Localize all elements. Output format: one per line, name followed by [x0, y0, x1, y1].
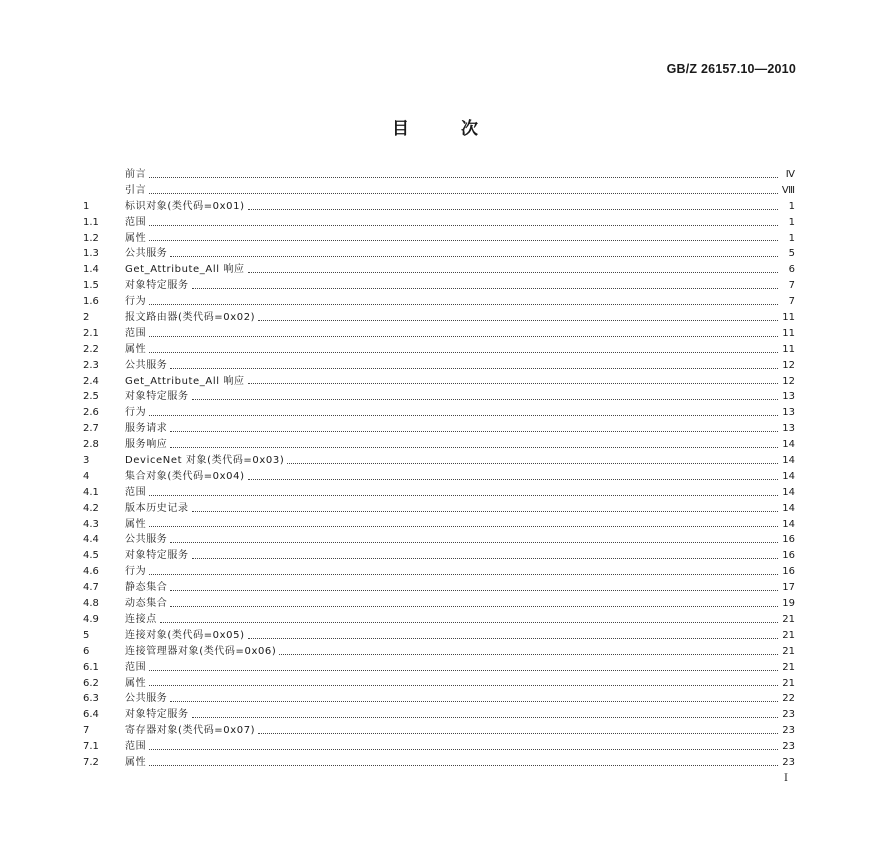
toc-entry-title: 前言: [125, 169, 147, 180]
toc-entry-title: 对象特定服务: [125, 550, 189, 562]
toc-entry-page: 7: [788, 296, 795, 308]
toc-dot-leader: [149, 574, 778, 575]
toc-entry-title: Get_Attribute_All 响应: [125, 375, 245, 387]
toc-entry[interactable]: [83, 165, 795, 181]
toc-entry-page: 1: [788, 200, 795, 212]
toc-entry[interactable]: [83, 276, 795, 292]
toc-entry-number: 2.1: [83, 327, 99, 339]
toc-entry-page: 7: [788, 280, 795, 292]
toc-entry-page: 11: [782, 327, 795, 339]
toc-entry-title: 报文路由器(类代码=0x02): [125, 312, 256, 324]
toc-entry[interactable]: [83, 372, 795, 388]
toc-entry-title: 范围: [125, 486, 147, 498]
toc-entry-page: 21: [782, 677, 795, 689]
toc-entry[interactable]: [83, 451, 795, 467]
toc-entry-page: 22: [782, 693, 795, 705]
toc-entry-number: 4.6: [83, 566, 99, 578]
toc-dot-leader: [149, 495, 778, 496]
toc-entry-title: 静态集合: [125, 582, 168, 594]
toc-entry-number: 4: [83, 470, 90, 482]
page-number: I: [784, 773, 788, 784]
toc-entry[interactable]: [83, 658, 795, 674]
toc-entry-number: 6.1: [83, 661, 99, 673]
toc-entry[interactable]: [83, 705, 795, 721]
toc-entry-title: 连接管理器对象(类代码=0x06): [125, 645, 277, 657]
toc-entry-title: 对象特定服务: [125, 280, 189, 292]
toc-dot-leader: [149, 240, 778, 241]
toc-entry-title: 行为: [125, 566, 147, 578]
toc-entry[interactable]: [83, 674, 795, 690]
toc-entry-number: 2.5: [83, 391, 99, 403]
toc-entry-title: 服务响应: [125, 439, 168, 451]
toc-entry-title: 对象特定服务: [125, 709, 189, 721]
toc-entry-title: 公共服务: [125, 248, 168, 260]
toc-entry-title: 属性: [125, 518, 147, 530]
toc-entry-number: 7: [83, 725, 90, 737]
toc-entry[interactable]: [83, 260, 795, 276]
toc-entry[interactable]: [83, 737, 795, 753]
toc-dot-leader: [149, 415, 778, 416]
toc-entry[interactable]: [83, 689, 795, 705]
toc-entry[interactable]: [83, 721, 795, 737]
toc-entry-page: 13: [782, 407, 795, 419]
toc-entry[interactable]: [83, 308, 795, 324]
toc-entry-title: 行为: [125, 296, 147, 308]
toc-dot-leader: [279, 654, 778, 655]
toc-entry-title: Get_Attribute_All 响应: [125, 264, 245, 276]
toc-entry-number: 6.4: [83, 709, 99, 721]
toc-dot-leader: [192, 511, 778, 512]
toc-entry[interactable]: [83, 562, 795, 578]
toc-dot-leader: [149, 225, 778, 226]
toc-dot-leader: [248, 383, 778, 384]
toc-entry-number: 4.1: [83, 486, 99, 498]
toc-entry-title: 动态集合: [125, 598, 168, 610]
toc-dot-leader: [149, 749, 778, 750]
toc-entry[interactable]: [83, 642, 795, 658]
toc-entry-page: 12: [782, 359, 795, 371]
toc-dot-leader: [248, 638, 778, 639]
toc-entry-page: 14: [782, 486, 795, 498]
toc-entry-page: 16: [782, 534, 795, 546]
toc-entry-title: 连接对象(类代码=0x05): [125, 629, 245, 641]
toc-entry[interactable]: [83, 546, 795, 562]
toc-entry-number: 1.6: [83, 296, 99, 308]
toc-entry-page: 16: [782, 550, 795, 562]
toc-dot-leader: [170, 447, 778, 448]
toc-dot-leader: [149, 526, 778, 527]
toc-entry-page: 14: [782, 455, 795, 467]
toc-entry[interactable]: [83, 515, 795, 531]
toc-dot-leader: [149, 765, 778, 766]
toc-dot-leader: [170, 701, 778, 702]
toc-entry-title: 集合对象(类代码=0x04): [125, 470, 245, 482]
toc-entry-title: DeviceNet 对象(类代码=0x03): [125, 455, 285, 467]
toc-entry-number: 1: [83, 200, 90, 212]
toc-entry-page: 5: [788, 248, 795, 260]
toc-entry-page: 21: [782, 613, 795, 625]
toc-dot-leader: [149, 304, 778, 305]
toc-entry-page: 11: [782, 343, 795, 355]
toc-entry[interactable]: [83, 324, 795, 340]
toc-entry-page: 21: [782, 629, 795, 641]
toc-entry-title: 标识对象(类代码=0x01): [125, 200, 245, 212]
toc-entry-title: 属性: [125, 343, 147, 355]
toc-entry-number: 2.8: [83, 439, 99, 451]
toc-entry[interactable]: [83, 292, 795, 308]
toc-entry-page: 1: [788, 232, 795, 244]
toc-entry-page: Ⅷ: [781, 184, 795, 196]
toc-entry-title: 属性: [125, 232, 147, 244]
toc-dot-leader: [248, 272, 778, 273]
toc-entry-number: 7.1: [83, 741, 99, 753]
toc-entry-page: 11: [782, 312, 795, 324]
toc-dot-leader: [170, 542, 778, 543]
toc-dot-leader: [192, 717, 778, 718]
toc-dot-leader: [170, 606, 778, 607]
toc-dot-leader: [149, 336, 778, 337]
toc-entry-page: 14: [782, 502, 795, 514]
toc-entry-number: 4.3: [83, 518, 99, 530]
toc-entry-title: 属性: [125, 756, 147, 768]
toc-entry-number: 4.7: [83, 582, 99, 594]
toc-dot-leader: [192, 558, 778, 559]
toc-entry[interactable]: [83, 594, 795, 610]
toc-dot-leader: [149, 670, 778, 671]
toc-entry-page: 12: [782, 375, 795, 387]
toc-entry-number: 3: [83, 455, 90, 467]
toc-entry-title: 属性: [125, 677, 147, 689]
toc-entry[interactable]: [83, 197, 795, 213]
toc-entry-title: 对象特定服务: [125, 391, 189, 403]
toc-entry-title: 范围: [125, 327, 147, 339]
toc-entry-page: 21: [782, 661, 795, 673]
toc-entry-page: 23: [782, 756, 795, 768]
toc-entry-number: 5: [83, 629, 90, 641]
toc-entry-title: 服务请求: [125, 423, 168, 435]
toc-entry[interactable]: [83, 578, 795, 594]
toc-entry[interactable]: [83, 530, 795, 546]
toc-entry-page: 1: [788, 216, 795, 228]
toc-entry[interactable]: [83, 356, 795, 372]
toc-dot-leader: [149, 193, 778, 194]
toc-entry-page: 6: [788, 264, 795, 276]
toc-entry[interactable]: [83, 467, 795, 483]
toc-dot-leader: [170, 431, 778, 432]
toc-entry[interactable]: [83, 181, 795, 197]
toc-dot-leader: [258, 320, 778, 321]
toc-entry-title: 范围: [125, 661, 147, 673]
toc-entry[interactable]: [83, 753, 795, 769]
toc-dot-leader: [248, 209, 778, 210]
toc-entry-number: 2.4: [83, 375, 99, 387]
toc-entry-title: 范围: [125, 741, 147, 753]
toc-entry-page: 16: [782, 566, 795, 578]
toc-entry-number: 1.3: [83, 248, 99, 260]
toc-entry[interactable]: [83, 610, 795, 626]
toc-entry-title: 引言: [125, 184, 147, 196]
toc-entry-number: 4.8: [83, 598, 99, 610]
toc-entry-page: 14: [782, 470, 795, 482]
toc-entry-title: 公共服务: [125, 693, 168, 705]
toc-dot-leader: [192, 399, 778, 400]
toc-dot-leader: [258, 733, 778, 734]
toc-dot-leader: [248, 479, 778, 480]
toc-dot-leader: [170, 256, 778, 257]
toc-entry-number: 1.1: [83, 216, 99, 228]
toc-entry-number: 2.6: [83, 407, 99, 419]
toc-entry-page: 13: [782, 423, 795, 435]
toc-entry[interactable]: [83, 435, 795, 451]
toc-entry-title: 连接点: [125, 613, 157, 625]
toc-entry[interactable]: [83, 244, 795, 260]
toc-entry-page: 21: [782, 645, 795, 657]
toc-entry[interactable]: [83, 213, 795, 229]
page-title: 目次: [392, 119, 530, 139]
toc-dot-leader: [170, 590, 778, 591]
toc-entry-number: 2.2: [83, 343, 99, 355]
toc-entry-page: 14: [782, 439, 795, 451]
standard-number: GB/Z 26157.10—2010: [666, 62, 796, 76]
toc-entry-number: 7.2: [83, 756, 99, 768]
toc-entry-page: 23: [782, 741, 795, 753]
toc-entry-title: 范围: [125, 216, 147, 228]
table-of-contents: [83, 165, 795, 769]
toc-entry-page: 14: [782, 518, 795, 530]
toc-entry-title: 寄存器对象(类代码=0x07): [125, 725, 256, 737]
toc-entry-page: 17: [782, 582, 795, 594]
toc-entry-title: 版本历史记录: [125, 502, 189, 514]
toc-entry-page: 23: [782, 725, 795, 737]
toc-dot-leader: [192, 288, 778, 289]
toc-entry-number: 2.7: [83, 423, 99, 435]
toc-entry-title: 公共服务: [125, 534, 168, 546]
toc-entry-page: 13: [782, 391, 795, 403]
toc-entry-page: Ⅳ: [785, 169, 795, 180]
toc-dot-leader: [170, 368, 778, 369]
toc-entry-number: 4.9: [83, 613, 99, 625]
toc-entry-number: 4.5: [83, 550, 99, 562]
toc-entry[interactable]: [83, 419, 795, 435]
toc-entry[interactable]: [83, 340, 795, 356]
toc-entry-number: 1.5: [83, 280, 99, 292]
toc-entry-number: 1.2: [83, 232, 99, 244]
toc-entry[interactable]: [83, 229, 795, 245]
toc-entry-page: 19: [782, 598, 795, 610]
toc-entry[interactable]: [83, 387, 795, 403]
toc-entry-number: 6: [83, 645, 90, 657]
toc-entry[interactable]: [83, 403, 795, 419]
toc-entry-title: 行为: [125, 407, 147, 419]
toc-entry[interactable]: [83, 626, 795, 642]
toc-dot-leader: [160, 622, 778, 623]
toc-dot-leader: [149, 177, 778, 178]
toc-entry-number: 1.4: [83, 264, 99, 276]
toc-entry-title: 公共服务: [125, 359, 168, 371]
toc-entry-number: 2.3: [83, 359, 99, 371]
toc-entry-number: 6.2: [83, 677, 99, 689]
toc-entry-number: 2: [83, 312, 90, 324]
toc-entry-page: 23: [782, 709, 795, 721]
toc-entry-number: 6.3: [83, 693, 99, 705]
toc-dot-leader: [149, 352, 778, 353]
toc-entry-number: 4.2: [83, 502, 99, 514]
toc-entry-number: 4.4: [83, 534, 99, 546]
toc-entry[interactable]: [83, 483, 795, 499]
toc-dot-leader: [287, 463, 778, 464]
toc-dot-leader: [149, 685, 778, 686]
toc-entry[interactable]: [83, 499, 795, 515]
